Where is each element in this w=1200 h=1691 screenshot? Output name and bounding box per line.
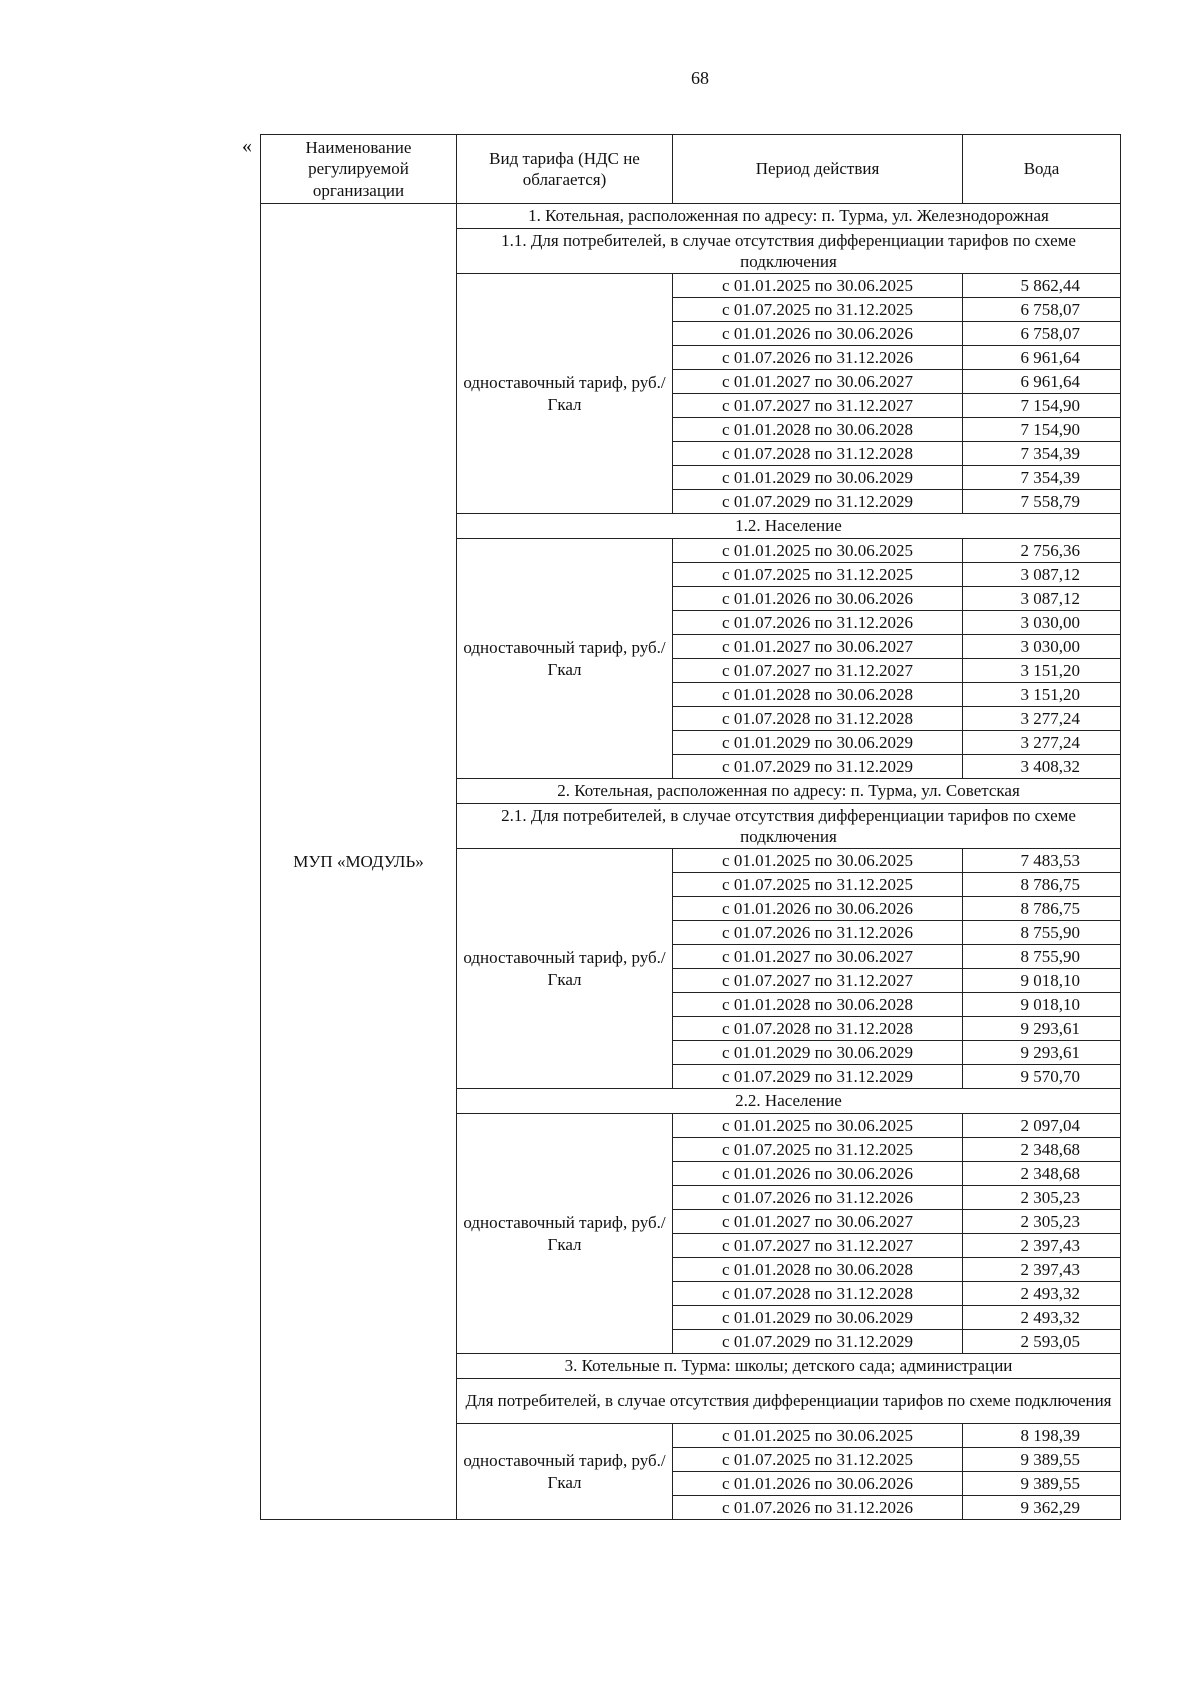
water-value-cell: 5 862,44: [963, 274, 1121, 298]
water-value-cell: 3 277,24: [963, 731, 1121, 755]
period-cell: с 01.07.2026 по 31.12.2026: [673, 921, 963, 945]
period-cell: с 01.07.2027 по 31.12.2027: [673, 1234, 963, 1258]
page-number: 68: [691, 68, 709, 88]
period-cell: с 01.07.2026 по 31.12.2026: [673, 1496, 963, 1520]
water-value-cell: 9 570,70: [963, 1065, 1121, 1089]
water-value-cell: 9 389,55: [963, 1472, 1121, 1496]
period-cell: с 01.01.2026 по 30.06.2026: [673, 1162, 963, 1186]
period-cell: с 01.07.2029 по 31.12.2029: [673, 755, 963, 779]
period-cell: с 01.07.2028 по 31.12.2028: [673, 1017, 963, 1041]
water-value-cell: 2 493,32: [963, 1282, 1121, 1306]
period-cell: с 01.07.2025 по 31.12.2025: [673, 873, 963, 897]
period-cell: с 01.07.2025 по 31.12.2025: [673, 298, 963, 322]
water-value-cell: 2 397,43: [963, 1258, 1121, 1282]
water-value-cell: 2 305,23: [963, 1210, 1121, 1234]
water-value-cell: 8 198,39: [963, 1424, 1121, 1448]
water-value-cell: 8 786,75: [963, 873, 1121, 897]
period-cell: с 01.07.2028 по 31.12.2028: [673, 442, 963, 466]
period-cell: с 01.01.2025 по 30.06.2025: [673, 274, 963, 298]
tariff-kind-cell: одноставочный тариф, руб./Гкал: [457, 1424, 673, 1520]
period-cell: с 01.07.2029 по 31.12.2029: [673, 1065, 963, 1089]
period-cell: с 01.07.2029 по 31.12.2029: [673, 1330, 963, 1354]
org-name-cell: МУП «МОДУЛЬ»: [261, 204, 457, 1520]
water-value-cell: 3 151,20: [963, 683, 1121, 707]
period-cell: с 01.01.2025 по 30.06.2025: [673, 1114, 963, 1138]
period-cell: с 01.07.2029 по 31.12.2029: [673, 490, 963, 514]
group-title: 2.2. Население: [457, 1089, 1121, 1114]
group-title: 2.1. Для потребителей, в случае отсутствия дифференциации тарифов по схеме подключения: [457, 804, 1121, 849]
water-value-cell: 2 305,23: [963, 1186, 1121, 1210]
period-cell: с 01.01.2025 по 30.06.2025: [673, 849, 963, 873]
period-cell: с 01.07.2025 по 31.12.2025: [673, 1138, 963, 1162]
water-value-cell: 2 397,43: [963, 1234, 1121, 1258]
water-value-cell: 2 593,05: [963, 1330, 1121, 1354]
tariff-kind-cell: одноставочный тариф, руб./Гкал: [457, 539, 673, 779]
period-cell: с 01.07.2027 по 31.12.2027: [673, 659, 963, 683]
water-value-cell: 3 277,24: [963, 707, 1121, 731]
water-value-cell: 6 961,64: [963, 346, 1121, 370]
period-cell: с 01.01.2028 по 30.06.2028: [673, 683, 963, 707]
water-value-cell: 3 087,12: [963, 563, 1121, 587]
section-title: 1. Котельная, расположенная по адресу: п. Турма, ул. Железнодорожная: [457, 204, 1121, 229]
period-cell: с 01.07.2027 по 31.12.2027: [673, 969, 963, 993]
water-value-cell: 7 354,39: [963, 442, 1121, 466]
water-value-cell: 6 758,07: [963, 322, 1121, 346]
period-cell: с 01.07.2026 по 31.12.2026: [673, 346, 963, 370]
group-title: Для потребителей, в случае отсутствия дифференциации тарифов по схеме подключения: [457, 1379, 1121, 1424]
water-value-cell: 7 154,90: [963, 394, 1121, 418]
period-cell: с 01.07.2025 по 31.12.2025: [673, 563, 963, 587]
water-value-cell: 6 758,07: [963, 298, 1121, 322]
water-value-cell: 2 756,36: [963, 539, 1121, 563]
header-kind: Вид тарифа (НДС не облагается): [457, 135, 673, 204]
section-row: [261, 204, 1121, 229]
water-value-cell: 8 755,90: [963, 945, 1121, 969]
tariff-table: [260, 134, 1121, 1520]
water-value-cell: 8 786,75: [963, 897, 1121, 921]
period-cell: с 01.01.2026 по 30.06.2026: [673, 322, 963, 346]
water-value-cell: 9 018,10: [963, 969, 1121, 993]
period-cell: с 01.07.2028 по 31.12.2028: [673, 707, 963, 731]
period-cell: с 01.01.2029 по 30.06.2029: [673, 466, 963, 490]
period-cell: с 01.01.2026 по 30.06.2026: [673, 587, 963, 611]
section-title: 2. Котельная, расположенная по адресу: п. Турма, ул. Советская: [457, 779, 1121, 804]
header-water: Вода: [963, 135, 1121, 204]
water-value-cell: 7 354,39: [963, 466, 1121, 490]
period-cell: с 01.01.2028 по 30.06.2028: [673, 993, 963, 1017]
water-value-cell: 7 483,53: [963, 849, 1121, 873]
section-title: 3. Котельные п. Турма: школы; детского сада; администрации: [457, 1354, 1121, 1379]
water-value-cell: 2 348,68: [963, 1162, 1121, 1186]
period-cell: с 01.07.2027 по 31.12.2027: [673, 394, 963, 418]
period-cell: с 01.01.2029 по 30.06.2029: [673, 1041, 963, 1065]
water-value-cell: 2 097,04: [963, 1114, 1121, 1138]
tariff-kind-cell: одноставочный тариф, руб./Гкал: [457, 274, 673, 514]
period-cell: с 01.01.2025 по 30.06.2025: [673, 1424, 963, 1448]
water-value-cell: 2 348,68: [963, 1138, 1121, 1162]
period-cell: с 01.01.2025 по 30.06.2025: [673, 539, 963, 563]
water-value-cell: 7 154,90: [963, 418, 1121, 442]
table-header-row: [261, 135, 1121, 204]
water-value-cell: 7 558,79: [963, 490, 1121, 514]
period-cell: с 01.07.2026 по 31.12.2026: [673, 611, 963, 635]
water-value-cell: 9 362,29: [963, 1496, 1121, 1520]
period-cell: с 01.07.2026 по 31.12.2026: [673, 1186, 963, 1210]
period-cell: с 01.07.2025 по 31.12.2025: [673, 1448, 963, 1472]
water-value-cell: 9 293,61: [963, 1017, 1121, 1041]
period-cell: с 01.01.2027 по 30.06.2027: [673, 370, 963, 394]
header-org: Наименование регулируемой организации: [261, 135, 457, 204]
water-value-cell: 9 018,10: [963, 993, 1121, 1017]
period-cell: с 01.01.2026 по 30.06.2026: [673, 897, 963, 921]
period-cell: с 01.01.2027 по 30.06.2027: [673, 1210, 963, 1234]
water-value-cell: 3 030,00: [963, 635, 1121, 659]
water-value-cell: 3 030,00: [963, 611, 1121, 635]
water-value-cell: 6 961,64: [963, 370, 1121, 394]
period-cell: с 01.01.2029 по 30.06.2029: [673, 1306, 963, 1330]
water-value-cell: 8 755,90: [963, 921, 1121, 945]
water-value-cell: 9 293,61: [963, 1041, 1121, 1065]
tariff-kind-cell: одноставочный тариф, руб./Гкал: [457, 849, 673, 1089]
header-period: Период действия: [673, 135, 963, 204]
water-value-cell: 3 087,12: [963, 587, 1121, 611]
group-title: 1.1. Для потребителей, в случае отсутствия дифференциации тарифов по схеме подключения: [457, 229, 1121, 274]
period-cell: с 01.01.2029 по 30.06.2029: [673, 731, 963, 755]
period-cell: с 01.01.2027 по 30.06.2027: [673, 945, 963, 969]
water-value-cell: 9 389,55: [963, 1448, 1121, 1472]
period-cell: с 01.01.2027 по 30.06.2027: [673, 635, 963, 659]
period-cell: с 01.01.2028 по 30.06.2028: [673, 418, 963, 442]
period-cell: с 01.07.2028 по 31.12.2028: [673, 1282, 963, 1306]
period-cell: с 01.01.2026 по 30.06.2026: [673, 1472, 963, 1496]
table-body: [261, 204, 1121, 1520]
water-value-cell: 3 151,20: [963, 659, 1121, 683]
group-title: 1.2. Население: [457, 514, 1121, 539]
period-cell: с 01.01.2028 по 30.06.2028: [673, 1258, 963, 1282]
water-value-cell: 3 408,32: [963, 755, 1121, 779]
opening-quote-mark: «: [242, 135, 252, 157]
water-value-cell: 2 493,32: [963, 1306, 1121, 1330]
tariff-kind-cell: одноставочный тариф, руб./Гкал: [457, 1114, 673, 1354]
